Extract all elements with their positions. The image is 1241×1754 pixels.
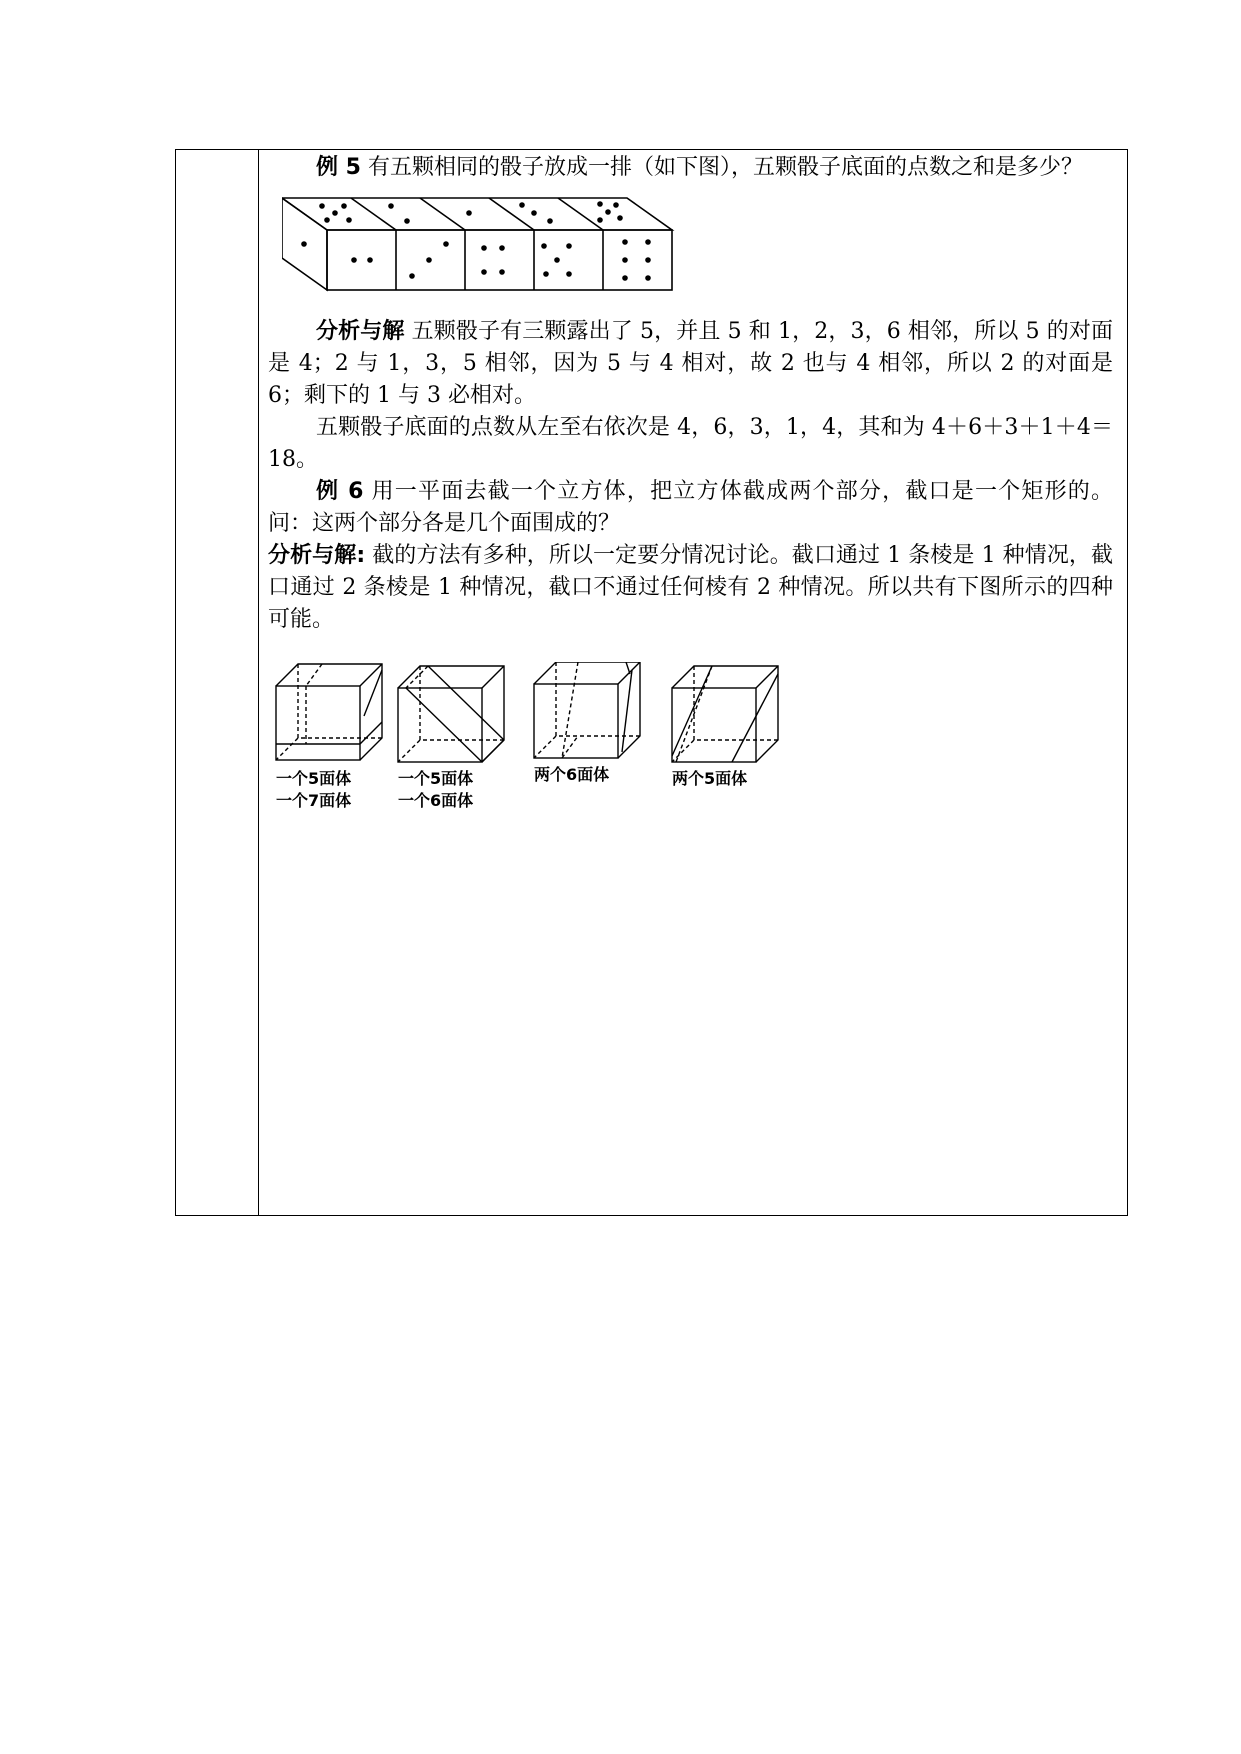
- dice-top-faces: [282, 198, 672, 230]
- cube-2-caption-line-2: 一个6面体: [398, 791, 474, 810]
- example-5-text: 有五颗相同的骰子放成一排（如下图），五颗骰子底面的点数之和是多少？: [360, 155, 1083, 180]
- column-divider: [258, 150, 259, 1215]
- example-6-question: [268, 476, 1113, 540]
- example-6-analysis: [268, 540, 1113, 636]
- cube-1-caption-line-2: 一个7面体: [276, 791, 352, 810]
- cube-4-caption-line-1: 两个5面体: [672, 769, 748, 788]
- example-5-analysis-label: 分析与解: [316, 319, 405, 344]
- content-cell: [268, 150, 1113, 822]
- cube-2: [398, 666, 504, 762]
- table-frame: [175, 149, 1128, 1216]
- example-6-analysis-text: 截的方法有多种，所以一定要分情况讨论。截口通过 1 条棱是 1 种情况，截口通过 2 条棱是 1 种情况，截口不通过任何棱有 2 种情况。所以共有下图所示的四种可能。: [268, 543, 1113, 632]
- cube-3-caption-line-1: 两个6面体: [534, 765, 610, 784]
- cube-2-caption: [398, 769, 473, 810]
- dice-figure: [282, 196, 682, 300]
- dice-front-faces: [327, 230, 672, 290]
- example-6-analysis-label: 分析与解:: [268, 543, 366, 568]
- cube-1-caption-line-1: 一个5面体: [276, 769, 352, 788]
- example-5-analysis-text: 五颗骰子有三颗露出了 5，并且 5 和 1，2，3，6 相邻，所以 5 的对面是 4；2 与 1，3，5 相邻，因为 5 与 4 相对，故 2 也与 4 相邻，所以 2 的对面是 6；剩下的 1 与 3 必相对。: [268, 319, 1113, 408]
- example-5-label: 例 5: [316, 155, 361, 180]
- example-5-conclusion: 五颗骰子底面的点数从左至右依次是 4，6，3，1，4，其和为 4＋6＋3＋1＋4＝18。: [268, 415, 1113, 472]
- cube-4: [672, 666, 778, 762]
- cube-4-caption: [672, 769, 747, 788]
- example-5-analysis: [268, 316, 1113, 412]
- cube-1-caption: [276, 769, 351, 810]
- cube-3: [534, 662, 640, 758]
- cube-cuts-figure: [272, 662, 832, 822]
- cube-2-caption-line-1: 一个5面体: [398, 769, 474, 788]
- example-6-text: 用一平面去截一个立方体，把立方体截成两个部分，截口是一个矩形的。问：这两个部分各是几个面围成的？: [268, 479, 1114, 536]
- cube-1: [276, 664, 382, 760]
- example-6-label: 例 6: [316, 479, 364, 504]
- example-5-question: [268, 152, 1113, 184]
- cube-3-caption: [534, 765, 609, 784]
